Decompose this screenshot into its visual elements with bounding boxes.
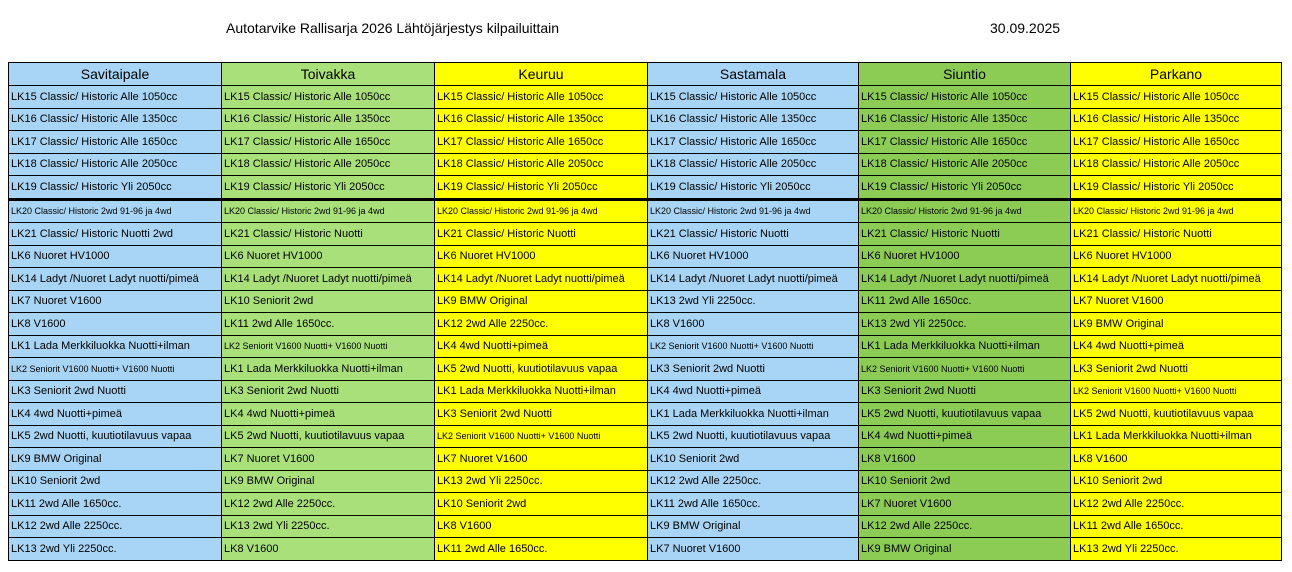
table-row [9, 290, 1282, 313]
column-header-siuntio: Siuntio [859, 63, 1071, 86]
table-row [9, 223, 1282, 246]
class-cell: LK18 Classic/ Historic Alle 2050cc [9, 153, 222, 176]
column-header-savitaipale: Savitaipale [9, 63, 222, 86]
table-row [9, 245, 1282, 268]
class-cell: LK11 2wd Alle 1650cc. [435, 538, 648, 561]
class-cell: LK15 Classic/ Historic Alle 1050cc [648, 86, 859, 109]
table-row [9, 131, 1282, 154]
class-cell: LK3 Seniorit 2wd Nuotti [648, 358, 859, 381]
class-cell: LK6 Nuoret HV1000 [859, 245, 1071, 268]
class-cell: LK12 2wd Alle 2250cc. [435, 313, 648, 336]
class-cell: LK19 Classic/ Historic Yli 2050cc [222, 176, 435, 200]
column-header-toivakka: Toivakka [222, 63, 435, 86]
class-cell: LK13 2wd Yli 2250cc. [222, 515, 435, 538]
class-cell: LK20 Classic/ Historic 2wd 91-96 ja 4wd [859, 199, 1071, 223]
class-cell: LK3 Seniorit 2wd Nuotti [222, 380, 435, 403]
class-cell: LK8 V1600 [859, 448, 1071, 471]
class-cell: LK15 Classic/ Historic Alle 1050cc [222, 86, 435, 109]
class-cell: LK13 2wd Yli 2250cc. [1071, 538, 1282, 561]
class-cell: LK17 Classic/ Historic Alle 1650cc [435, 131, 648, 154]
class-cell: LK5 2wd Nuotti, kuutiotilavuus vapaa [1071, 403, 1282, 426]
class-cell: LK10 Seniorit 2wd [435, 493, 648, 516]
class-cell: LK19 Classic/ Historic Yli 2050cc [648, 176, 859, 200]
table-row [9, 448, 1282, 471]
class-cell: LK3 Seniorit 2wd Nuotti [435, 403, 648, 426]
class-cell: LK12 2wd Alle 2250cc. [9, 515, 222, 538]
class-cell: LK5 2wd Nuotti, kuutiotilavuus vapaa [9, 425, 222, 448]
class-cell: LK12 2wd Alle 2250cc. [222, 493, 435, 516]
class-cell: LK14 Ladyt /Nuoret Ladyt nuotti/pimeä [435, 268, 648, 291]
class-cell: LK18 Classic/ Historic Alle 2050cc [859, 153, 1071, 176]
class-cell: LK15 Classic/ Historic Alle 1050cc [1071, 86, 1282, 109]
class-cell: LK6 Nuoret HV1000 [648, 245, 859, 268]
class-cell: LK6 Nuoret HV1000 [1071, 245, 1282, 268]
class-cell: LK17 Classic/ Historic Alle 1650cc [648, 131, 859, 154]
class-cell: LK7 Nuoret V1600 [859, 493, 1071, 516]
class-cell: LK9 BMW Original [9, 448, 222, 471]
class-cell: LK16 Classic/ Historic Alle 1350cc [1071, 108, 1282, 131]
class-cell: LK20 Classic/ Historic 2wd 91-96 ja 4wd [648, 199, 859, 223]
class-cell: LK2 Seniorit V1600 Nuotti+ V1600 Nuotti [222, 335, 435, 358]
class-cell: LK18 Classic/ Historic Alle 2050cc [222, 153, 435, 176]
class-cell: LK19 Classic/ Historic Yli 2050cc [435, 176, 648, 200]
class-cell: LK14 Ladyt /Nuoret Ladyt nuotti/pimeä [1071, 268, 1282, 291]
table-row [9, 153, 1282, 176]
class-cell: LK9 BMW Original [222, 470, 435, 493]
class-cell: LK10 Seniorit 2wd [859, 470, 1071, 493]
class-cell: LK19 Classic/ Historic Yli 2050cc [859, 176, 1071, 200]
class-cell: LK5 2wd Nuotti, kuutiotilavuus vapaa [222, 425, 435, 448]
table-row [9, 86, 1282, 109]
table-row [9, 199, 1282, 223]
class-cell: LK3 Seniorit 2wd Nuotti [9, 380, 222, 403]
class-cell: LK8 V1600 [648, 313, 859, 336]
class-cell: LK13 2wd Yli 2250cc. [435, 470, 648, 493]
class-cell: LK14 Ladyt /Nuoret Ladyt nuotti/pimeä [648, 268, 859, 291]
class-cell: LK11 2wd Alle 1650cc. [9, 493, 222, 516]
start-order-table [8, 62, 1282, 561]
column-header-sastamala: Sastamala [648, 63, 859, 86]
class-cell: LK2 Seniorit V1600 Nuotti+ V1600 Nuotti [859, 358, 1071, 381]
class-cell: LK15 Classic/ Historic Alle 1050cc [9, 86, 222, 109]
class-cell: LK5 2wd Nuotti, kuutiotilavuus vapaa [648, 425, 859, 448]
class-cell: LK7 Nuoret V1600 [222, 448, 435, 471]
class-cell: LK21 Classic/ Historic Nuotti [648, 223, 859, 246]
class-cell: LK9 BMW Original [648, 515, 859, 538]
table-row [9, 313, 1282, 336]
class-cell: LK4 4wd Nuotti+pimeä [222, 403, 435, 426]
class-cell: LK8 V1600 [222, 538, 435, 561]
class-cell: LK4 4wd Nuotti+pimeä [1071, 335, 1282, 358]
class-cell: LK1 Lada Merkkiluokka Nuotti+ilman [222, 358, 435, 381]
class-cell: LK17 Classic/ Historic Alle 1650cc [9, 131, 222, 154]
class-cell: LK10 Seniorit 2wd [1071, 470, 1282, 493]
class-cell: LK8 V1600 [9, 313, 222, 336]
class-cell: LK1 Lada Merkkiluokka Nuotti+ilman [859, 335, 1071, 358]
class-cell: LK4 4wd Nuotti+pimeä [648, 380, 859, 403]
class-cell: LK8 V1600 [435, 515, 648, 538]
class-cell: LK12 2wd Alle 2250cc. [1071, 493, 1282, 516]
table-row [9, 425, 1282, 448]
class-cell: LK9 BMW Original [435, 290, 648, 313]
class-cell: LK8 V1600 [1071, 448, 1282, 471]
class-cell: LK13 2wd Yli 2250cc. [9, 538, 222, 561]
class-cell: LK7 Nuoret V1600 [1071, 290, 1282, 313]
class-cell: LK2 Seniorit V1600 Nuotti+ V1600 Nuotti [435, 425, 648, 448]
class-cell: LK9 BMW Original [1071, 313, 1282, 336]
class-cell: LK21 Classic/ Historic Nuotti [859, 223, 1071, 246]
class-cell: LK11 2wd Alle 1650cc. [1071, 515, 1282, 538]
class-cell: LK14 Ladyt /Nuoret Ladyt nuotti/pimeä [859, 268, 1071, 291]
class-cell: LK13 2wd Yli 2250cc. [859, 313, 1071, 336]
document-date: 30.09.2025 [990, 20, 1061, 36]
class-cell: LK14 Ladyt /Nuoret Ladyt nuotti/pimeä [222, 268, 435, 291]
class-cell: LK20 Classic/ Historic 2wd 91-96 ja 4wd [9, 199, 222, 223]
class-cell: LK20 Classic/ Historic 2wd 91-96 ja 4wd [435, 199, 648, 223]
class-cell: LK6 Nuoret HV1000 [222, 245, 435, 268]
table-row [9, 108, 1282, 131]
class-cell: LK10 Seniorit 2wd [648, 448, 859, 471]
table-row [9, 358, 1282, 381]
class-cell: LK7 Nuoret V1600 [9, 290, 222, 313]
column-header-keuruu: Keuruu [435, 63, 648, 86]
class-cell: LK12 2wd Alle 2250cc. [648, 470, 859, 493]
class-cell: LK9 BMW Original [859, 538, 1071, 561]
class-cell: LK1 Lada Merkkiluokka Nuotti+ilman [9, 335, 222, 358]
class-cell: LK16 Classic/ Historic Alle 1350cc [222, 108, 435, 131]
table-row [9, 515, 1282, 538]
class-cell: LK15 Classic/ Historic Alle 1050cc [859, 86, 1071, 109]
class-cell: LK12 2wd Alle 2250cc. [859, 515, 1071, 538]
class-cell: LK20 Classic/ Historic 2wd 91-96 ja 4wd [1071, 199, 1282, 223]
class-cell: LK11 2wd Alle 1650cc. [648, 493, 859, 516]
class-cell: LK21 Classic/ Historic Nuotti [222, 223, 435, 246]
class-cell: LK10 Seniorit 2wd [9, 470, 222, 493]
class-cell: LK21 Classic/ Historic Nuotti [435, 223, 648, 246]
class-cell: LK7 Nuoret V1600 [435, 448, 648, 471]
class-cell: LK14 Ladyt /Nuoret Ladyt nuotti/pimeä [9, 268, 222, 291]
table-row [9, 335, 1282, 358]
class-cell: LK20 Classic/ Historic 2wd 91-96 ja 4wd [222, 199, 435, 223]
class-cell: LK19 Classic/ Historic Yli 2050cc [9, 176, 222, 200]
class-cell: LK6 Nuoret HV1000 [435, 245, 648, 268]
class-cell: LK1 Lada Merkkiluokka Nuotti+ilman [648, 403, 859, 426]
table-row [9, 176, 1282, 200]
class-cell: LK2 Seniorit V1600 Nuotti+ V1600 Nuotti [648, 335, 859, 358]
table-row [9, 538, 1282, 561]
table-row [9, 403, 1282, 426]
class-cell: LK1 Lada Merkkiluokka Nuotti+ilman [1071, 425, 1282, 448]
document-title: Autotarvike Rallisarja 2026 Lähtöjärjestys kilpailuittain [226, 20, 560, 36]
class-cell: LK10 Seniorit 2wd [222, 290, 435, 313]
class-cell: LK19 Classic/ Historic Yli 2050cc [1071, 176, 1282, 200]
class-cell: LK7 Nuoret V1600 [648, 538, 859, 561]
class-cell: LK16 Classic/ Historic Alle 1350cc [859, 108, 1071, 131]
class-cell: LK11 2wd Alle 1650cc. [859, 290, 1071, 313]
class-cell: LK17 Classic/ Historic Alle 1650cc [1071, 131, 1282, 154]
class-cell: LK2 Seniorit V1600 Nuotti+ V1600 Nuotti [9, 358, 222, 381]
class-cell: LK17 Classic/ Historic Alle 1650cc [222, 131, 435, 154]
class-cell: LK16 Classic/ Historic Alle 1350cc [435, 108, 648, 131]
class-cell: LK5 2wd Nuotti, kuutiotilavuus vapaa [859, 403, 1071, 426]
class-cell: LK6 Nuoret HV1000 [9, 245, 222, 268]
table-row [9, 493, 1282, 516]
table-row [9, 470, 1282, 493]
table-row [9, 380, 1282, 403]
table-body [9, 86, 1282, 561]
class-cell: LK13 2wd Yli 2250cc. [648, 290, 859, 313]
class-cell: LK4 4wd Nuotti+pimeä [9, 403, 222, 426]
class-cell: LK3 Seniorit 2wd Nuotti [859, 380, 1071, 403]
class-cell: LK2 Seniorit V1600 Nuotti+ V1600 Nuotti [1071, 380, 1282, 403]
class-cell: LK16 Classic/ Historic Alle 1350cc [9, 108, 222, 131]
table-row [9, 268, 1282, 291]
class-cell: LK15 Classic/ Historic Alle 1050cc [435, 86, 648, 109]
column-header-parkano: Parkano [1071, 63, 1282, 86]
header-row [9, 63, 1282, 86]
class-cell: LK21 Classic/ Historic Nuotti [1071, 223, 1282, 246]
class-cell: LK3 Seniorit 2wd Nuotti [1071, 358, 1282, 381]
class-cell: LK18 Classic/ Historic Alle 2050cc [648, 153, 859, 176]
class-cell: LK5 2wd Nuotti, kuutiotilavuus vapaa [435, 358, 648, 381]
class-cell: LK21 Classic/ Historic Nuotti 2wd [9, 223, 222, 246]
class-cell: LK4 4wd Nuotti+pimeä [435, 335, 648, 358]
class-cell: LK16 Classic/ Historic Alle 1350cc [648, 108, 859, 131]
class-cell: LK1 Lada Merkkiluokka Nuotti+ilman [435, 380, 648, 403]
class-cell: LK4 4wd Nuotti+pimeä [859, 425, 1071, 448]
class-cell: LK17 Classic/ Historic Alle 1650cc [859, 131, 1071, 154]
class-cell: LK18 Classic/ Historic Alle 2050cc [1071, 153, 1282, 176]
class-cell: LK11 2wd Alle 1650cc. [222, 313, 435, 336]
class-cell: LK18 Classic/ Historic Alle 2050cc [435, 153, 648, 176]
